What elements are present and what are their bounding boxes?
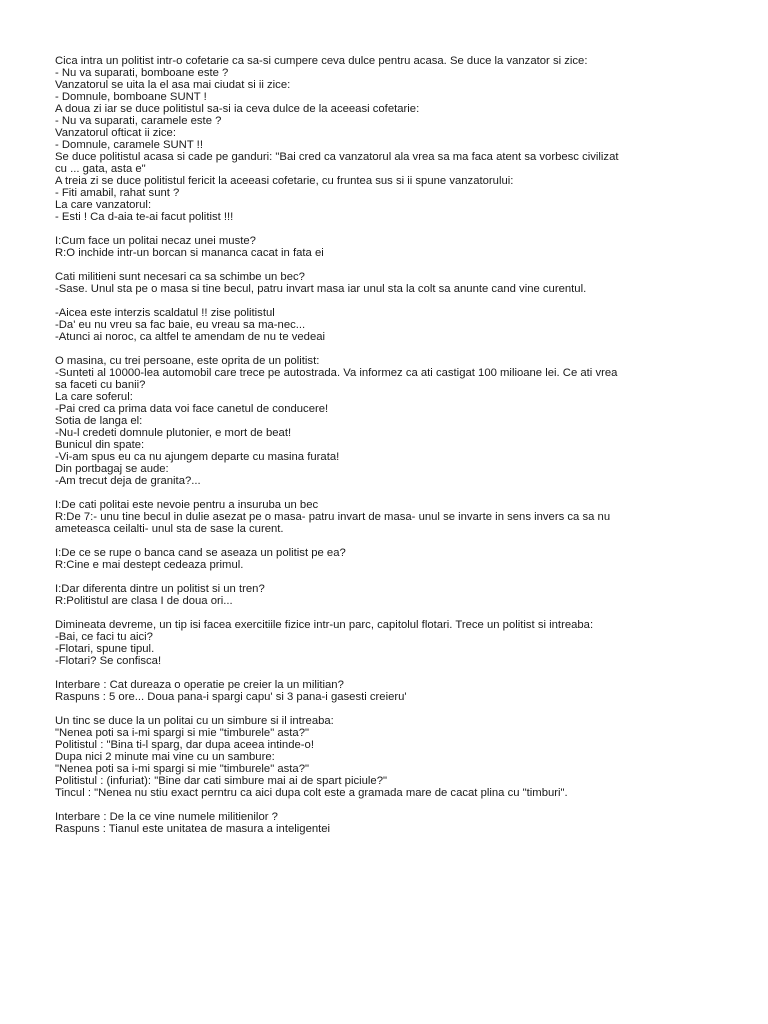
text-line: - Nu va suparati, caramele este ? [55,115,222,127]
text-line: R:De 7:- unu tine becul in dulie asezat pe o masa- patru invart de masa- unul se invarte in sens invers ca sa nu [55,511,611,523]
text-line: R:O inchide intr-un borcan si mananca cacat in fata ei [55,247,324,259]
paragraph [55,235,745,259]
text-line: "Nenea poti sa i-mi spargi si mie "timburele" asta?" [55,763,310,775]
text-line: - Fiti amabil, rahat sunt ? [55,187,180,199]
text-line: Bunicul din spate: [55,439,145,451]
text-line: Politistul : (infuriat): "Bine dar cati simbure mai ai de spart piciule?" [55,775,388,787]
text-line: A treia zi se duce politistul fericit la aceeasi cofetarie, cu fruntea sus si ii spune vanzatorului: [55,175,514,187]
text-line: -Pai cred ca prima data voi face canetul de conducere! [55,403,329,415]
text-line: ameteasca ceilalti- unul sta de sase la curent. [55,523,284,535]
text-line: - Esti ! Ca d-aia te-ai facut politist !!! [55,211,234,223]
text-line: -Aicea este interzis scaldatul !! zise politistul [55,307,275,319]
text-line: -Flotari, spune tipul. [55,643,155,655]
paragraph [55,547,745,571]
text-line: -Bai, ce faci tu aici? [55,631,153,643]
paragraph [55,355,745,487]
text-line: Vanzatorul se uita la el asa mai ciudat si ii zice: [55,79,291,91]
text-line: cu ... gata, asta e" [55,163,146,175]
text-line: I:Cum face un politai necaz unei muste? [55,235,256,247]
paragraph [55,307,745,343]
text-line: Raspuns : 5 ore... Doua pana-i spargi capu' si 3 pana-i gasesti creieru' [55,691,407,703]
text-line: -Sase. Unul sta pe o masa si tine becul, patru invart masa iar unul sta la colt sa anunte cand vine curentul. [55,283,587,295]
text-line: "Nenea poti sa i-mi spargi si mie "timburele" asta?" [55,727,310,739]
text-line: - Domnule, caramele SUNT !! [55,139,203,151]
text-line: O masina, cu trei persoane, este oprita de un politist: [55,355,320,367]
paragraph [55,619,745,667]
text-line: Raspuns : Tianul este unitatea de masura a inteligentei [55,823,331,835]
text-line: -Sunteti al 10000-lea automobil care trece pe autostrada. Va informez ca ati castigat 100 milioane lei. Ce ati vrea [55,367,618,379]
paragraph [55,583,745,607]
text-line: -Atunci ai noroc, ca altfel te amendam de nu te vedeai [55,331,326,343]
text-line: I:Dar diferenta dintre un politist si un tren? [55,583,265,595]
text-line: sa faceti cu banii? [55,379,146,391]
paragraph [55,715,745,799]
text-line: -Nu-l credeti domnule plutonier, e mort de beat! [55,427,292,439]
text-line: Cati militieni sunt necesari ca sa schimbe un bec? [55,271,305,283]
text-line: Cica intra un politist intr-o cofetarie ca sa-si cumpere ceva dulce pentru acasa. Se duce la vanzator si zice: [55,55,588,67]
text-line: Interbare : Cat dureaza o operatie pe creier la un militian? [55,679,344,691]
text-line: R:Cine e mai destept cedeaza primul. [55,559,244,571]
text-line: - Domnule, bomboane SUNT ! [55,91,207,103]
text-line: Din portbagaj se aude: [55,463,169,475]
text-line: La care vanzatorul: [55,199,152,211]
document-page [55,55,745,847]
text-line: La care soferul: [55,391,133,403]
paragraph [55,55,745,223]
text-line: I:De cati politai este nevoie pentru a insuruba un bec [55,499,319,511]
text-line: Sotia de langa el: [55,415,143,427]
paragraph [55,499,745,535]
paragraph [55,271,745,295]
text-line: Interbare : De la ce vine numele militienilor ? [55,811,278,823]
paragraph [55,811,745,835]
text-line: A doua zi iar se duce politistul sa-si ia ceva dulce de la aceeasi cofetarie: [55,103,420,115]
paragraph [55,679,745,703]
text-line: -Flotari? Se confisca! [55,655,162,667]
text-line: Tincul : "Nenea nu stiu exact perntru ca aici dupa colt este a gramada mare de cacat plina cu "timburi". [55,787,568,799]
text-line: Vanzatorul ofticat ii zice: [55,127,176,139]
text-line: Un tinc se duce la un politai cu un simbure si il intreaba: [55,715,334,727]
text-line: - Nu va suparati, bomboane este ? [55,67,229,79]
text-line: Politistul : "Bina ti-l sparg, dar dupa aceea intinde-o! [55,739,314,751]
text-line: Se duce politistul acasa si cade pe ganduri: "Bai cred ca vanzatorul ala vrea sa ma faca atent sa vorbesc civilizat [55,151,619,163]
text-line: Dupa nici 2 minute mai vine cu un sambure: [55,751,275,763]
text-line: I:De ce se rupe o banca cand se aseaza un politist pe ea? [55,547,346,559]
text-line: Dimineata devreme, un tip isi facea exercitiile fizice intr-un parc, capitolul flotari. Trece un politist si intreaba: [55,619,594,631]
text-line: -Vi-am spus eu ca nu ajungem departe cu masina furata! [55,451,340,463]
text-line: -Am trecut deja de granita?... [55,475,201,487]
text-line: R:Politistul are clasa I de doua ori... [55,595,233,607]
text-line: -Da' eu nu vreu sa fac baie, eu vreau sa ma-nec... [55,319,306,331]
